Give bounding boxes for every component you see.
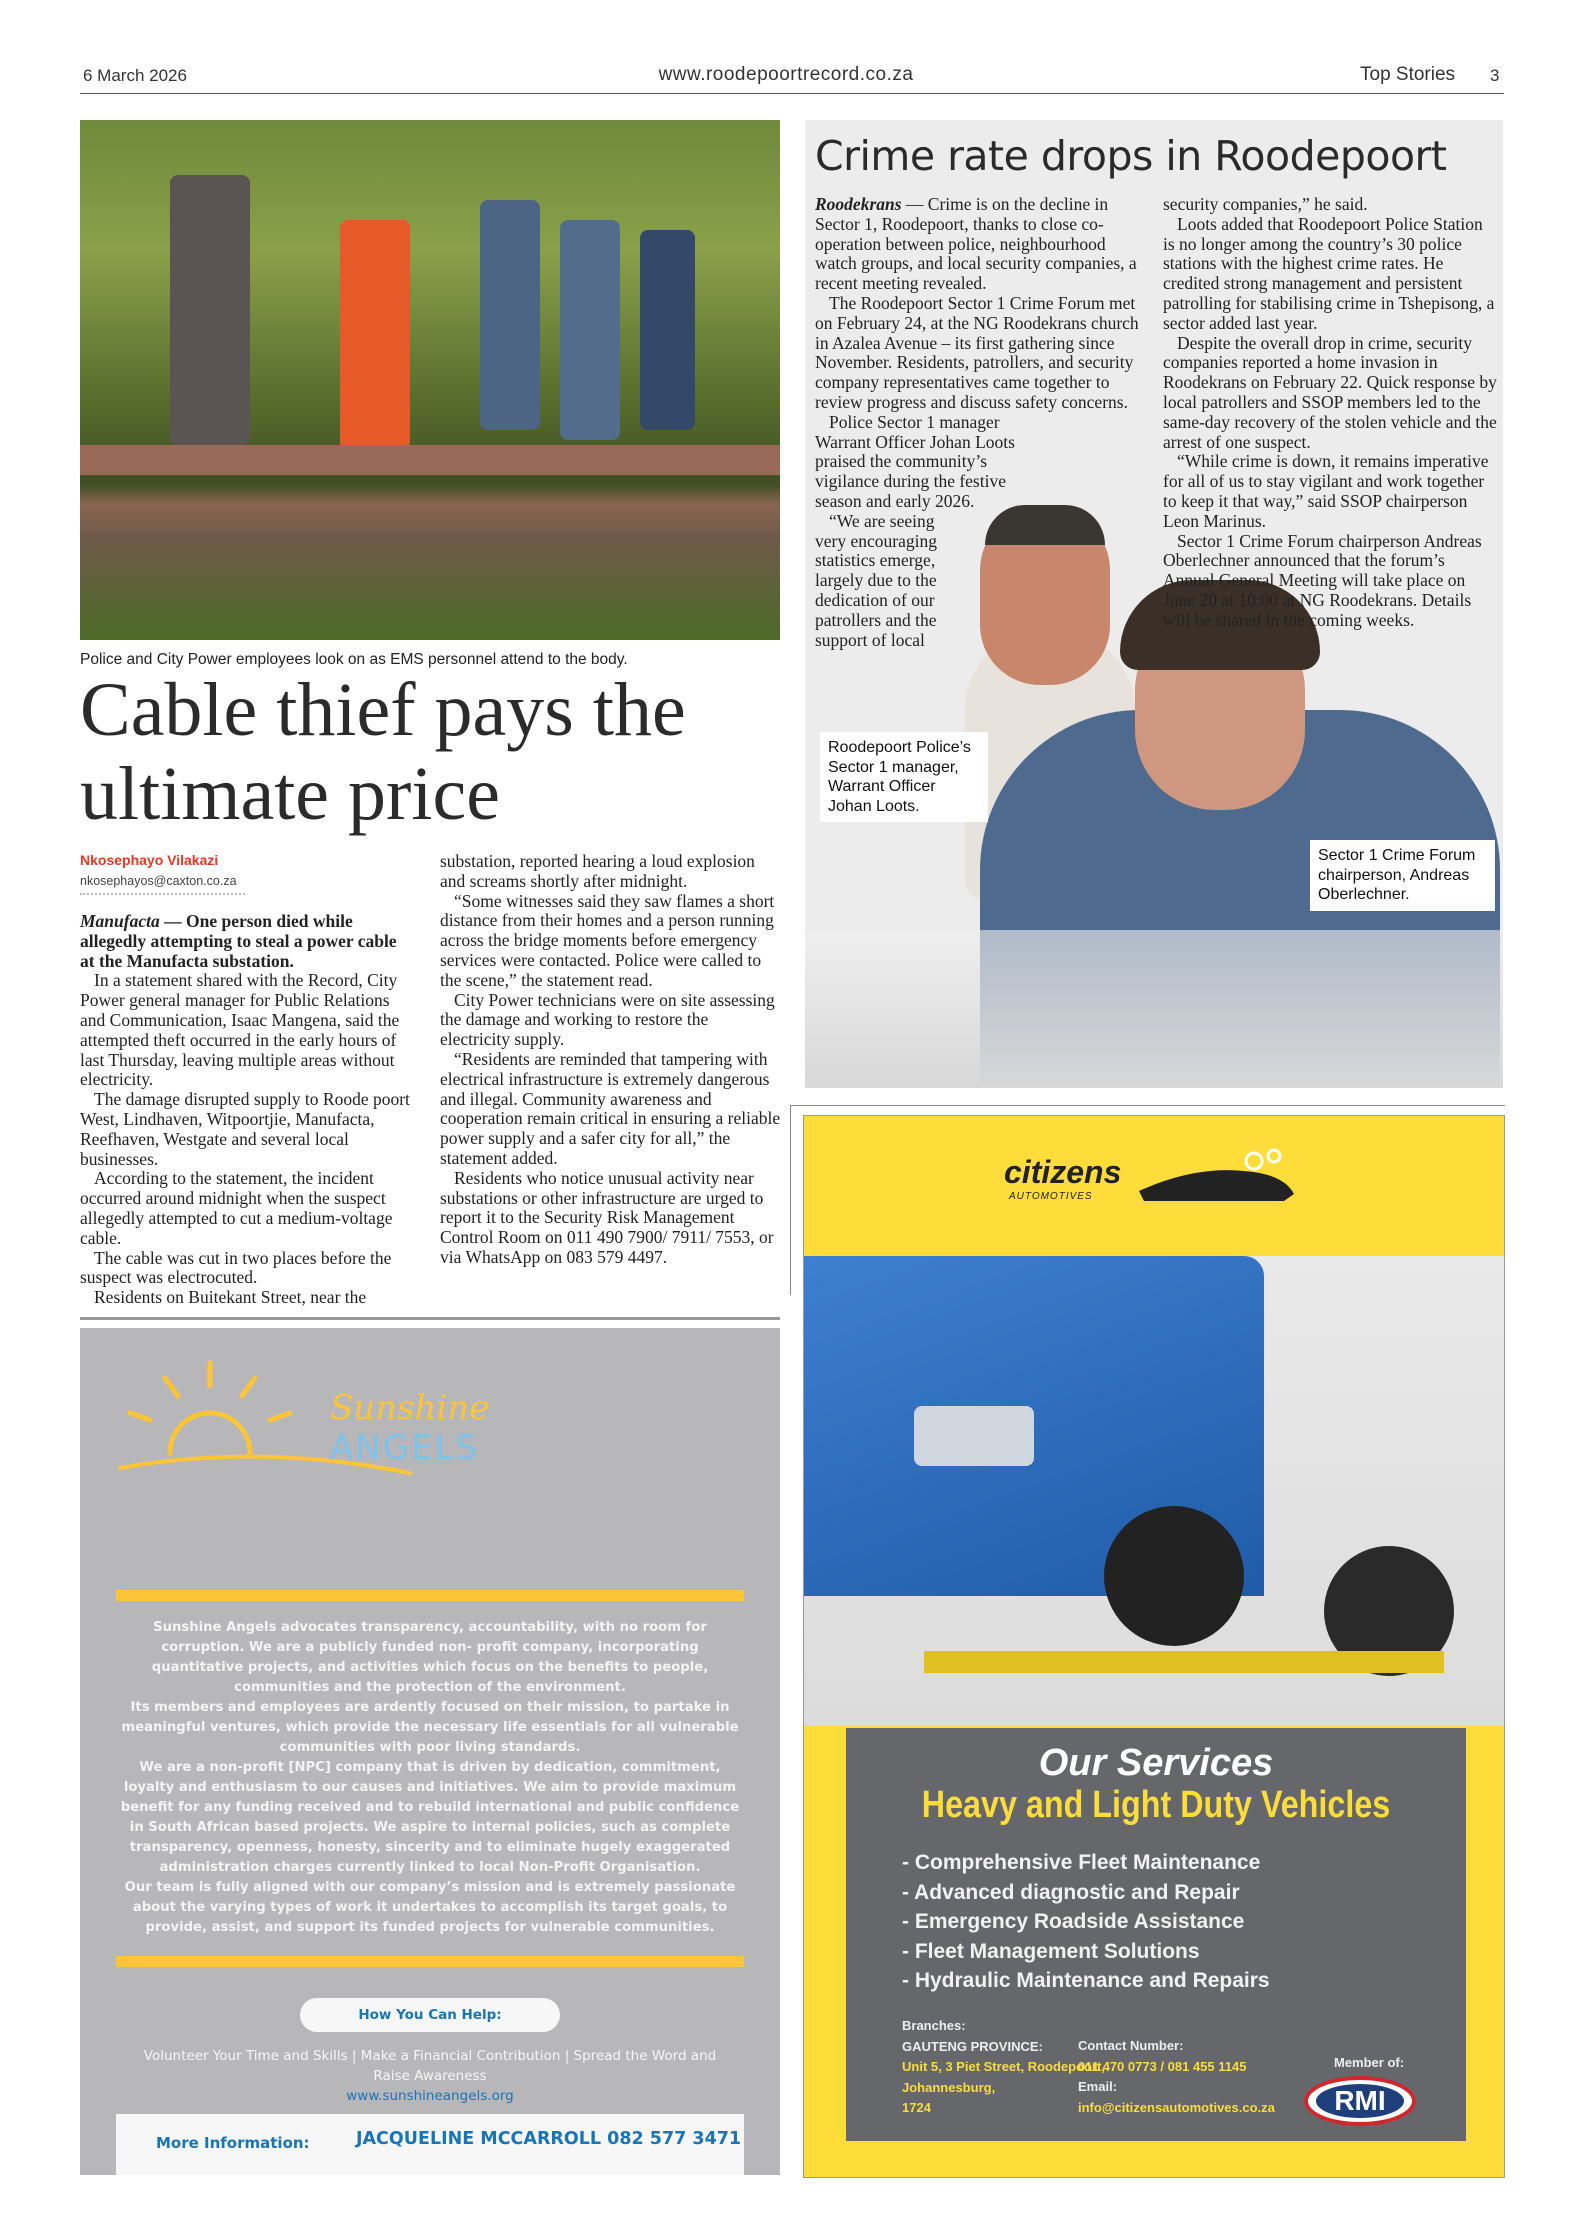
services-list [902, 1848, 1270, 1996]
paragraph: Residents who notice unusual activity near substations or other infrastructure are urged to report it to the Security Risk Management Control Room on 011 490 7900/ 7911/ 7553, or via WhatsApp on 083 579 4497. [440, 1167, 774, 1267]
services-subtitle: Heavy and Light Duty Vehicles [921, 1784, 1391, 1826]
crime-headline: Crime rate drops in Roodepoort [815, 132, 1447, 180]
address-line: Johannesburg, [902, 2079, 996, 2095]
car-gears-icon [1134, 1146, 1304, 1216]
ad-paragraph: Our team is fully aligned with our company’s mission and is extremely passionate about the varying types of work it undertakes to accomplish its target goals, to provide, assist, and support its funded projects for vulnerable communities. [124, 1880, 736, 1935]
page-number: 3 [1490, 66, 1500, 85]
paragraph: Sector 1 Crime Forum chairperson Andreas Oberlechner announced that the forum’s Annual General Meeting will take place on June 20 at 10:00 at NG Roodekrans. Details will be shared in the coming weeks. [1163, 530, 1482, 630]
ad-paragraph: Its members and employees are ardently focused on their mission, to partake in meaningful ventures, which provide the necessary life essentials for all vulnerable communities with poor living standards. [121, 1700, 739, 1755]
email-link[interactable]: info@citizensautomotives.co.za [1078, 2099, 1275, 2115]
address-line: Unit 5, 3 Piet Street, Roodepoort, [902, 2059, 1105, 2074]
paragraph: Police Sector 1 manager Warrant Officer Johan Loots praised the community’s vigilance during the festive season and early 2026. [815, 411, 1015, 511]
contact-label: Contact Number: [1078, 2038, 1184, 2053]
yellow-bar [116, 1590, 744, 1601]
issue-date: 6 March 2026 [83, 66, 187, 85]
paragraph: “Some witnesses said they saw flames a short distance from their homes and a person running across the bridge moments before emergency services were contacted. Police were called to the scene,” the statement read. [440, 890, 775, 990]
more-info-bar [116, 2114, 744, 2175]
dateline: Manufacta [80, 911, 160, 931]
rmi-logo [1304, 2076, 1416, 2126]
service-item: - Hydraulic Maintenance and Repairs [902, 1969, 1270, 1992]
help-text [140, 2046, 720, 2106]
contact-info[interactable]: JACQUELINE MCCARROLL 082 577 3471 [356, 2129, 742, 2149]
member-label: Member of: [1334, 2055, 1405, 2070]
phone-number[interactable]: 011 470 0773 / 081 455 1145 [1078, 2058, 1247, 2074]
paragraph: In a statement shared with the Record, City Power general manager for Public Relations and Communication, Isaac Mangena, said the attempted theft occurred in the early hours of last Thursday, leaving multiple areas without electricity. [80, 970, 400, 1090]
citizens-automotives-ad[interactable] [803, 1115, 1505, 2178]
paragraph: The damage disrupted supply to Roode poort West, Lindhaven, Witpoortjie, Manufacta, Reefhaven, Westgate and several local businesses. [80, 1089, 410, 1169]
paragraph: “While crime is down, it remains imperative for all of us to stay vigilant and work together to keep it that way,” said SSOP chairperson Leon Marinus. [1163, 451, 1489, 531]
site-url[interactable]: www.roodepoortrecord.co.za [658, 64, 914, 85]
service-item: - Fleet Management Solutions [902, 1939, 1200, 1963]
paragraph: substation, reported hearing a loud explosion and screams shortly after midnight. [440, 851, 755, 891]
help-options: Volunteer Your Time and Skills | Make a Financial Contribution | Spread the Word and Raise Awareness [143, 2048, 717, 2084]
truck-photo [804, 1256, 1504, 1726]
province-label: GAUTENG PROVINCE: [902, 2038, 1043, 2054]
logo-angels: ANGELS [330, 1428, 480, 1468]
citizens-logo: citizens [1004, 1154, 1122, 1190]
sunshine-angels-ad[interactable] [80, 1328, 780, 2175]
crime-column-2 [1163, 195, 1497, 631]
more-info-label: More Information: [156, 2134, 310, 2152]
section-name: Top Stories [1360, 64, 1456, 85]
header-rule [80, 93, 1504, 94]
contact-block [1078, 2036, 1275, 2118]
paragraph: — Crime is on the decline in Sector 1, Roodepoort, thanks to close co-operation between police, neighbourhood watch groups, and local security companies, a recent meeting revealed. [815, 194, 1137, 294]
article-column-1 [80, 912, 410, 1308]
author-name: Nkosephayo Vilakazi [80, 852, 219, 868]
paragraph: security companies,” he said. [1163, 194, 1368, 214]
paragraph: “Residents are reminded that tampering with electrical infrastructure is extremely dangerous and illegal. Community awareness and cooperation remain critical in ensuring a reliable power supply and a safer city for all,” the statement added. [440, 1048, 781, 1168]
dateline: Roodekrans [815, 194, 902, 214]
crime-column-1 [815, 195, 1145, 650]
photo-caption-oberlechner: Sector 1 Crime Forum chairperson, Andreas Oberlechner. [1310, 840, 1495, 911]
paragraph: Residents on Buitekant Street, near the [94, 1287, 367, 1308]
author-email[interactable]: nkosephayos@caxton.co.za [80, 874, 237, 888]
how-you-can-help-button[interactable]: How You Can Help: [300, 1998, 560, 2032]
paragraph: The Roodepoort Sector 1 Crime Forum met on February 24, at the NG Roodekrans church in Azalea Avenue – its first gathering since November. Residents, patrollers, and security company representatives came together to review progress and discuss safety concerns. [815, 292, 1139, 412]
yellow-bar [116, 1956, 744, 1967]
crime-story [805, 120, 1503, 1088]
ad-body [116, 1618, 744, 1938]
website-link[interactable]: www.sunshineangels.org [346, 2088, 514, 2104]
paragraph: Despite the overall drop in crime, security companies reported a home invasion in Roodekrans on February 22. Quick response by local patrollers and SSOP members led to the same-day recovery of the stolen vehicle and the arrest of one suspect. [1163, 332, 1497, 452]
paragraph: The cable was cut in two places before the suspect was electrocuted. [80, 1247, 392, 1288]
paragraph: “We are seeing very encouraging statistics emerge, largely due to the dedication of our patrollers and the support of local [815, 510, 937, 650]
services-title: Our Services [1038, 1742, 1274, 1784]
branches-label: Branches: [902, 2018, 966, 2033]
section-divider [80, 1317, 780, 1320]
section-divider [790, 1105, 791, 1295]
service-item: - Advanced diagnostic and Repair [902, 1880, 1240, 1904]
paragraph: According to the statement, the incident occurred around midnight when the suspect allegedly attempted to cut a medium-voltage cable. [80, 1168, 393, 1248]
lead-paragraph: — One person died while allegedly attempting to steal a power cable at the Manufacta substation. [80, 911, 397, 971]
service-item: - Comprehensive Fleet Maintenance [902, 1851, 1261, 1874]
photo-caption: Police and City Power employees look on as EMS personnel attend to the body. [80, 651, 628, 668]
byline-divider [80, 893, 245, 895]
paragraph: City Power technicians were on site assessing the damage and working to restore the electricity supply. [440, 989, 775, 1050]
address-line: 1724 [902, 2100, 931, 2115]
section-divider [790, 1105, 1505, 1106]
ad-paragraph: Sunshine Angels advocates transparency, accountability, with no room for corruption. We are a publicly funded non- profit company, incorporating quantitative projects, and activities which focus on the benefits to people, communities and the protection of the environment. [151, 1620, 709, 1695]
headline: Cable thief pays the ultimate price [80, 668, 686, 836]
rmi-logo-text: RMI [1334, 2085, 1386, 2116]
email-label: Email: [1078, 2079, 1118, 2094]
accident-scene-photo [80, 120, 780, 640]
logo-sunshine: Sunshine [330, 1388, 490, 1428]
branches-block [902, 2016, 1105, 2119]
ad-paragraph: We are a non-profit [NPC] company that is driven by dedication, commitment, loyalty and enthusiasm to our causes and initiatives. We aim to provide maximum benefit for any funding received and to rebuild international and public confidence in South African based projects. We aspire to internal policies, such as complete transparency, openness, honesty, sincerity and to eliminate hugely exaggerated administration charges currently linked to local Non-Profit Organisation. [120, 1760, 740, 1875]
citizens-logo-sub: AUTOMOTIVES [1009, 1191, 1093, 1202]
paragraph: Loots added that Roodepoort Police Station is no longer among the country’s 30 police stations with the highest crime rates. He credited strong management and persistent patrolling for stabilising crime in Tshepisong, a sector added last year. [1163, 213, 1495, 333]
service-item: - Emergency Roadside Assistance [902, 1910, 1245, 1933]
article-column-2 [440, 852, 782, 1268]
photo-caption-loots: Roodepoort Police’s Sector 1 manager, Warrant Officer Johan Loots. [820, 732, 988, 822]
services-panel [846, 1728, 1466, 2141]
